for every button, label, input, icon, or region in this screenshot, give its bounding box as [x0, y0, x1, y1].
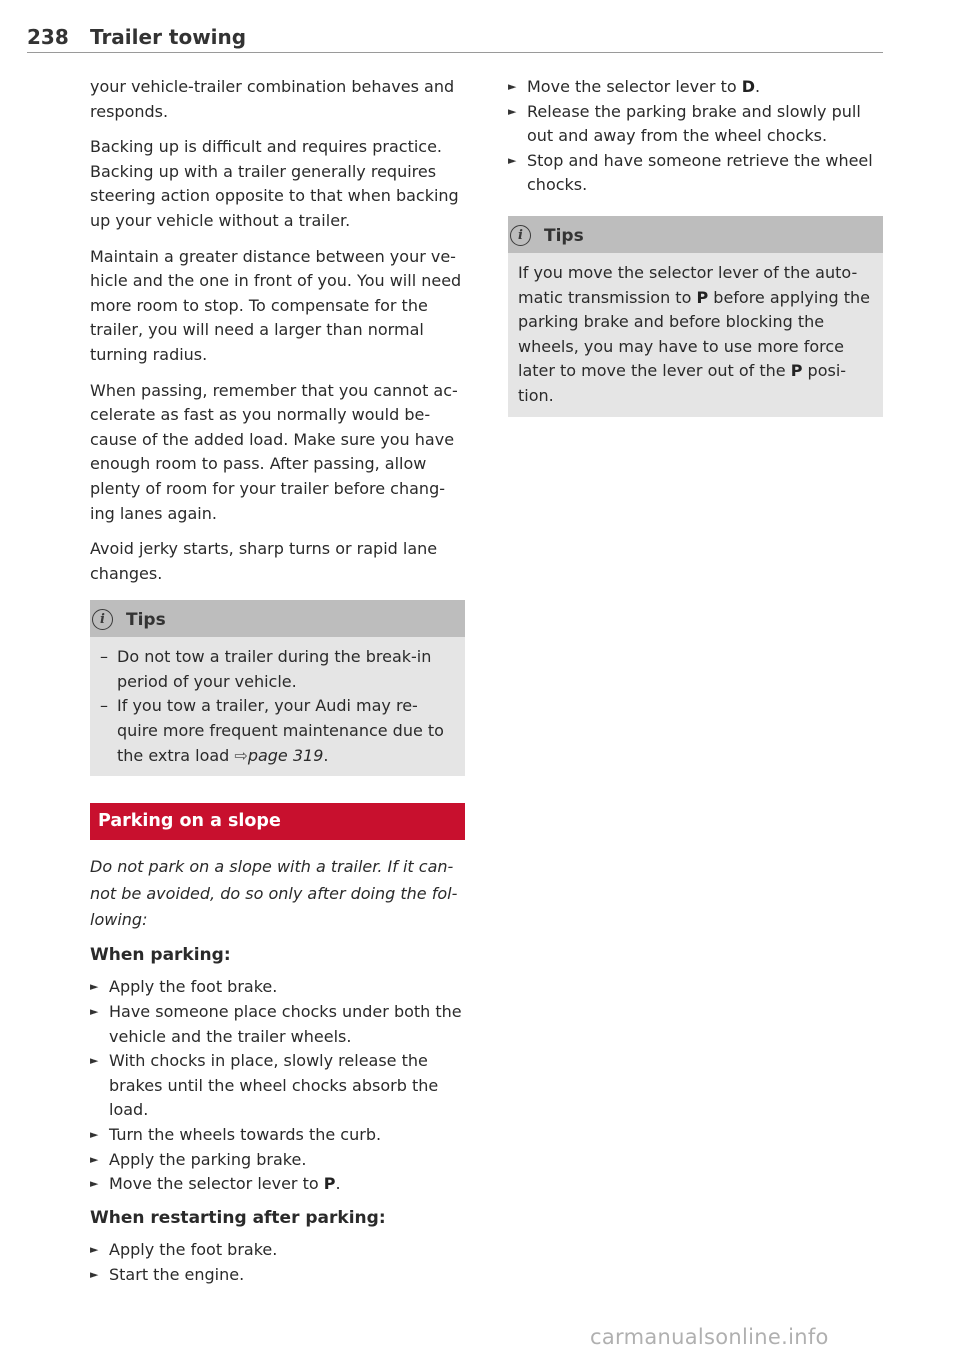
page-number: 238: [27, 25, 69, 49]
watermark: carmanualsonline.info: [590, 1325, 829, 1349]
tip-text: Do not tow a trailer during the break-in period of your vehicle.: [117, 647, 432, 691]
triangle-right-icon: ►: [90, 1267, 99, 1281]
triangle-right-icon: ►: [90, 1152, 99, 1166]
tip-text: If you tow a trailer, your Audi may re-quire more frequent maintenance due to the extra load: [117, 696, 444, 765]
punctuation: .: [755, 77, 761, 96]
tip-text: If you move the selector lever of the auto-matic transmission to: [518, 262, 858, 307]
step-text: Move the selector lever to: [109, 1174, 319, 1194]
triangle-right-icon: ►: [508, 153, 517, 167]
triangle-right-icon: ►: [90, 1177, 99, 1191]
list-item: [90, 1123, 465, 1148]
tips-body: [508, 253, 883, 417]
list-item: [90, 1263, 465, 1288]
tips-title: Tips: [126, 610, 166, 631]
step-text: Stop and have someone retrieve the wheel chocks.: [527, 150, 873, 195]
list-item: [508, 100, 883, 149]
paragraph: Maintain a greater distance between your ve-hicle and the one in front of you. You will need more room to stop. To compensate for the trailer, you will need a larger than normal turning radius.: [90, 246, 462, 364]
list-item: [508, 75, 883, 100]
tip-text: before applying the parking brake and before blocking the wheels, you may have to use more force later to move the lever out of the: [518, 287, 870, 381]
list-item: [90, 1172, 465, 1197]
triangle-right-icon: ►: [90, 1243, 99, 1257]
page-header: [27, 22, 883, 53]
arrow-right-icon: ⇨: [234, 745, 248, 765]
list-item: [90, 1238, 465, 1263]
info-circle-icon: i: [510, 225, 531, 246]
info-circle-icon: i: [92, 609, 113, 630]
paragraph: When passing, remember that you cannot ac-celerate as fast as you normally would be-cause of the added load. Make sure you have enough room to pass. After passing, allow plenty of room for your trailer before chang-ing lanes again.: [90, 380, 458, 523]
tip-text: posi-tion.: [518, 361, 847, 405]
subheading: When parking:: [90, 944, 231, 965]
triangle-right-icon: ►: [90, 1004, 99, 1018]
list-item: [90, 1000, 465, 1049]
triangle-right-icon: ►: [90, 1054, 99, 1068]
step-text: Apply the foot brake.: [109, 977, 278, 997]
page-link[interactable]: page 319: [247, 745, 324, 765]
tips-header: [508, 216, 883, 253]
tips-box: [90, 600, 465, 776]
step-text: Start the engine.: [109, 1264, 245, 1284]
triangle-right-icon: ►: [90, 980, 99, 994]
tips-box: [508, 216, 883, 417]
dash-bullet: –: [100, 647, 108, 667]
triangle-right-icon: ►: [90, 1127, 99, 1141]
step-text: Apply the foot brake.: [109, 1240, 278, 1260]
punctuation: .: [323, 745, 329, 765]
tips-title: Tips: [544, 225, 584, 246]
list-item: [90, 975, 465, 1000]
lever-position: D: [741, 77, 756, 96]
list-item: [100, 694, 455, 768]
step-text: With chocks in place, slowly release the brakes until the wheel chocks absorb the load.: [109, 1051, 439, 1120]
triangle-right-icon: ►: [508, 104, 517, 118]
chapter-title: Trailer towing: [90, 25, 247, 49]
list-item: [508, 149, 883, 198]
punctuation: .: [335, 1174, 341, 1194]
step-text: Have someone place chocks under both the vehicle and the trailer wheels.: [109, 1001, 462, 1046]
list-item: [90, 1148, 465, 1173]
left-column: [90, 75, 465, 1287]
paragraph: Backing up is difficult and requires practice. Backing up with a trailer generally requires steering action opposite to that when backing up your vehicle without a trailer.: [90, 137, 459, 230]
list-item: [100, 645, 455, 694]
step-text: Apply the parking brake.: [109, 1149, 307, 1169]
lever-position: P: [696, 287, 709, 307]
step-text: Release the parking brake and slowly pull out and away from the wheel chocks.: [527, 101, 861, 146]
section-heading: Parking on a slope: [90, 803, 465, 840]
intro-text: Do not park on a slope with a trailer. If it can-not be avoided, do so only after doing the fol-lowing:: [90, 857, 458, 930]
paragraph: your vehicle-trailer combination behaves and responds.: [90, 77, 455, 121]
lever-position: P: [323, 1174, 336, 1194]
triangle-right-icon: ►: [508, 80, 517, 93]
right-column: [508, 75, 883, 417]
list-item: [90, 1049, 465, 1123]
paragraph: Avoid jerky starts, sharp turns or rapid lane changes.: [90, 539, 438, 583]
step-text: Move the selector lever to: [527, 77, 737, 96]
tips-header: [90, 600, 465, 637]
subheading: When restarting after parking:: [90, 1207, 386, 1228]
lever-position: P: [790, 361, 803, 381]
tips-body: [90, 637, 465, 776]
step-text: Turn the wheels towards the curb.: [109, 1124, 382, 1144]
dash-bullet: –: [100, 696, 108, 716]
